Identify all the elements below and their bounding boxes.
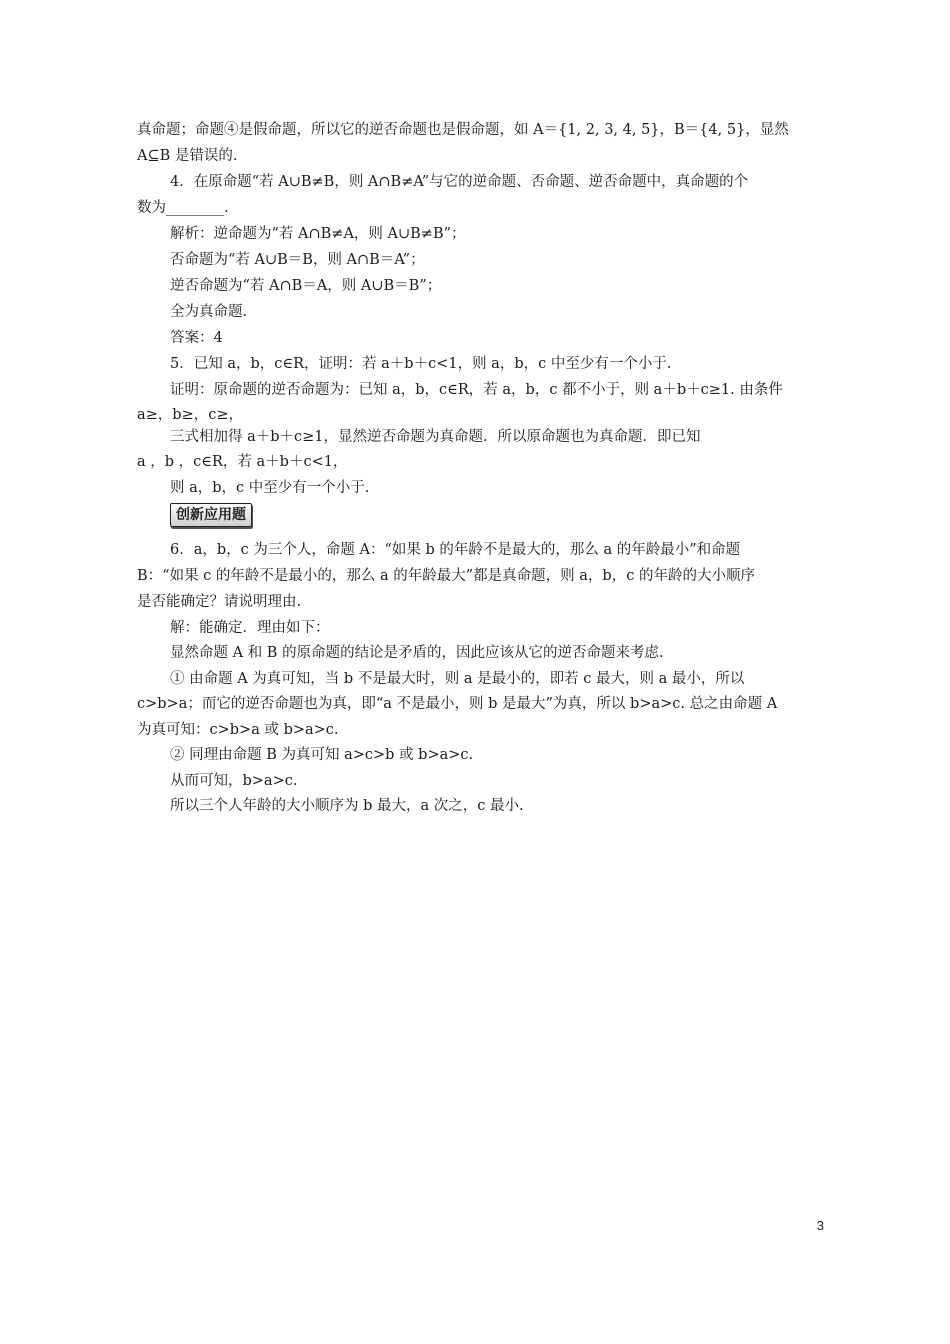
question-6-line: 6．a，b，c 为三个人，命题 A：“如果 b 的年龄不是最大的，那么 a 的年龄最小”和命题: [170, 542, 741, 558]
text-line: 显然命题 A 和 B 的原命题的结论是矛盾的，因此应该从它的逆否命题来考虑.: [170, 645, 664, 661]
text-line: 从而可知，b>a>c.: [170, 773, 298, 789]
text-line: 是否能确定？请说明理由.: [137, 594, 302, 610]
text-line: 则 a，b，c 中至少有一个小于.: [170, 480, 370, 496]
text-line: 解：能确定．理由如下：: [170, 620, 330, 636]
text-line: c>b>a；而它的逆否命题也为真，即“a 不是最小，则 b 是最大”为真，所以 b>a>c. 总之由命题 A: [137, 696, 778, 712]
text-line: 全为真命题.: [170, 304, 248, 320]
text-line: ② 同理由命题 B 为真可知 a>c>b 或 b>a>c.: [170, 747, 474, 763]
answer-line: 答案：4: [170, 330, 223, 346]
text-line: 为真可知：c>b>a 或 b>a>c.: [137, 722, 339, 738]
text-line: 真命题；命题④是假命题，所以它的逆否命题也是假命题，如 A＝{1, 2, 3, 4, 5}，B＝{4, 5}，显然: [137, 122, 789, 138]
text-line: 所以三个人年龄的大小顺序为 b 最大，a 次之，c 最小.: [170, 798, 524, 814]
text-line: 否命题为“若 A∪B＝B，则 A∩B＝A”；: [170, 252, 425, 268]
page-number: 3: [816, 1218, 824, 1233]
text-line: 证明：原命题的逆否命题为：已知 a，b，c∈R，若 a，b，c 都不小于，则 a＋b＋c≥1. 由条件: [170, 382, 783, 398]
text-line: ① 由命题 A 为真可知，当 b 不是最大时，则 a 是最小的，即若 c 最大，则 a 最小，所以: [170, 671, 745, 687]
text-line: a ，b ，c∈R，若 a＋b＋c<1，: [137, 454, 348, 470]
text-line: B：“如果 c 的年龄不是最小的，那么 a 的年龄最大”都是真命题，则 a，b，c 的年龄的大小顺序: [137, 568, 755, 584]
text-line: A⊆B 是错误的.: [137, 148, 238, 164]
text-line: 三式相加得 a＋b＋c≥1，显然逆否命题为真命题．所以原命题也为真命题．即已知: [170, 429, 701, 445]
section-badge: 创新应用题: [170, 503, 252, 527]
text-line: a≥，b≥，c≥，: [137, 407, 243, 423]
text-line: 逆否命题为“若 A∩B＝A，则 A∪B＝B”；: [170, 278, 442, 294]
text-line: 解析：逆命题为“若 A∩B≠A，则 A∪B≠B”；: [170, 226, 466, 242]
question-5-line: 5．已知 a，b，c∈R，证明：若 a＋b＋c<1，则 a，b，c 中至少有一个小于.: [170, 356, 672, 372]
text-line: 数为________.: [137, 200, 229, 216]
question-4-line: 4．在原命题“若 A∪B≠B，则 A∩B≠A”与它的逆命题、否命题、逆否命题中，真命题的个: [170, 174, 749, 190]
